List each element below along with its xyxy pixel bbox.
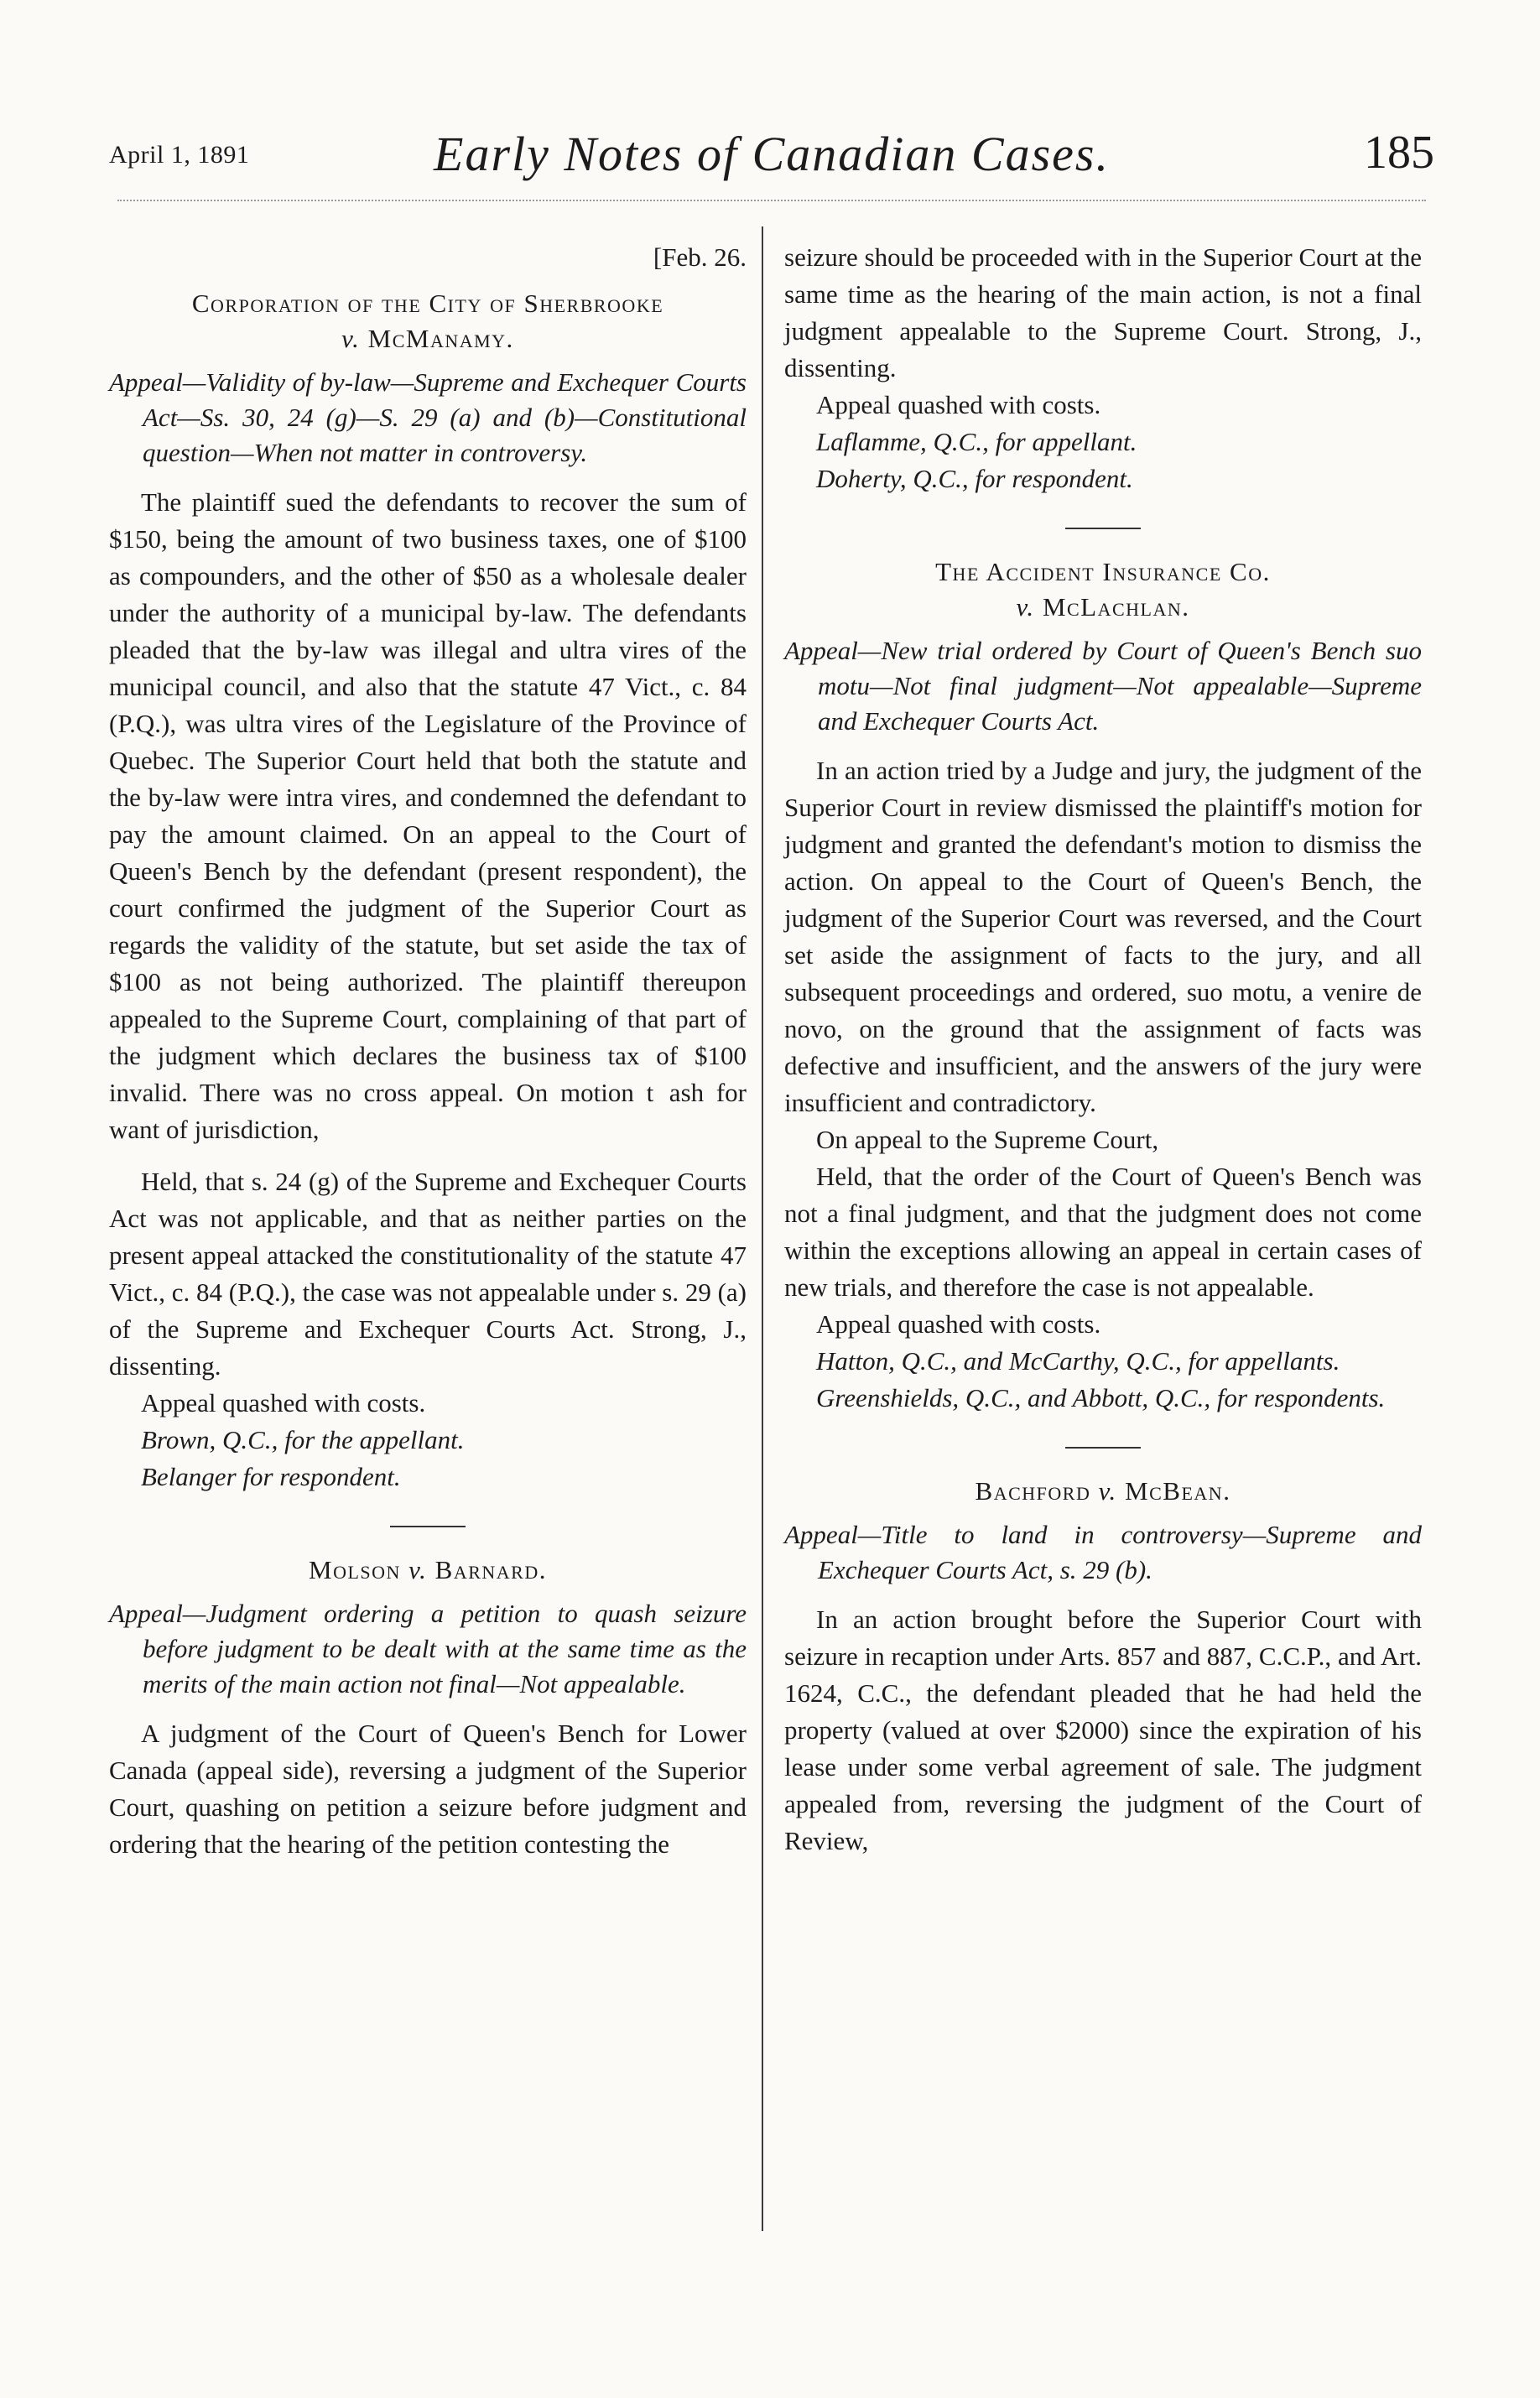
counsel-respondent-molson: Doherty, Q.C., for respondent. — [816, 464, 1133, 493]
headnote-molson: Appeal—Judgment ordering a petition to quash seizure before judgment to be dealt with at the same time as the merits of the main action not final—Not appealable. — [109, 1599, 747, 1698]
case-title-versus: v. — [1098, 1476, 1117, 1506]
counsel-appellant-molson: Laflamme, Q.C., for appellant. — [816, 427, 1137, 456]
case-title-party-b: McBean. — [1125, 1476, 1231, 1506]
counsel-appellant-sherbrooke: Brown, Q.C., for the appellant. — [141, 1425, 465, 1454]
case-title-versus: v. — [341, 324, 361, 353]
running-header — [109, 126, 1434, 193]
case-body-molson-left: A judgment of the Court of Queen's Bench for Lower Canada (appeal side), reversing a judgment of the Superior Court, quashing on petition a seizure before judgment and ordering that the hearing of the petition contesting the — [109, 1719, 747, 1859]
case-title-versus: v. — [1016, 592, 1035, 622]
headnote-sherbrooke: Appeal—Validity of by-law—Supreme and Exchequer Courts Act—Ss. 30, 24 (g)—S. 29 (a) and (b)—Constitutional question—When not matter in controversy. — [109, 367, 747, 467]
result-accident: Appeal quashed with costs. — [816, 1309, 1101, 1339]
case-title-versus: v. — [408, 1555, 428, 1584]
page-number: 185 — [1364, 127, 1434, 179]
case-title-party-a: Molson — [309, 1555, 401, 1584]
left-column — [109, 239, 747, 1863]
case-date: [Feb. 26. — [653, 242, 747, 272]
case-title-bachford — [784, 1474, 1422, 1509]
case-title-molson — [109, 1553, 747, 1588]
section-separator — [1065, 1447, 1141, 1449]
case-title-accident — [784, 554, 1422, 625]
headnote-bachford: Appeal—Title to land in controversy—Supreme and Exchequer Courts Act, s. 29 (b). — [784, 1520, 1422, 1584]
case-title-sherbrooke — [109, 286, 747, 356]
section-separator — [1065, 528, 1141, 529]
headnote-accident: Appeal—New trial ordered by Court of Queen's Bench suo motu—Not final judgment—Not appealable—Supreme and Exchequer Courts Act. — [784, 636, 1422, 736]
header-rule — [117, 200, 1426, 201]
case-body-accident-appeal: On appeal to the Supreme Court, — [816, 1125, 1159, 1154]
case-title-line1: Corporation of the City of Sherbrooke — [191, 289, 664, 318]
result-sherbrooke: Appeal quashed with costs. — [141, 1388, 426, 1417]
case-body-molson-right: seizure should be proceeded with in the Superior Court at the same time as the hearing of the main action, is not a final judgment appealable to the Supreme Court. Strong, J., dissenting. — [784, 242, 1422, 382]
case-body-bachford: In an action brought before the Superior Court with seizure in recaption under Arts. 857 and 887, C.C.P., and Art. 1624, C.C., the defendant pleaded that he had held the property (valued at over $2000) since the expiration of his lease under some verbal agreement of sale. The judgment appealed from, reversing the judgment of the Court of Review, — [784, 1605, 1422, 1855]
held-accident: Held, that the order of the Court of Queen's Bench was not a final judgment, and that the judgment does not come within the exceptions allowing an appeal in certain cases of new trials, and therefore the case is not appealable. — [784, 1162, 1422, 1302]
case-title-party-b: Barnard. — [434, 1555, 547, 1584]
counsel-appellants-accident: Hatton, Q.C., and McCarthy, Q.C., for appellants. — [816, 1346, 1340, 1376]
section-separator — [390, 1526, 466, 1527]
counsel-respondent-sherbrooke: Belanger for respondent. — [141, 1462, 401, 1491]
case-title-line2: McManamy. — [367, 324, 514, 353]
case-title-line2: McLachlan. — [1042, 592, 1190, 622]
case-title-line1: The Accident Insurance Co. — [935, 557, 1271, 586]
case-title-party-a: Bachford — [975, 1476, 1091, 1506]
counsel-respondents-accident: Greenshields, Q.C., and Abbott, Q.C., for respondents. — [816, 1383, 1386, 1412]
journal-title: Early Notes of Canadian Cases. — [434, 127, 1110, 181]
header-date: April 1, 1891 — [109, 141, 250, 169]
column-divider — [762, 226, 763, 2231]
right-column — [784, 239, 1422, 1860]
case-body-sherbrooke: The plaintiff sued the defendants to recover the sum of $150, being the amount of two business taxes, one of $100 as compounders, and the other of $50 as a wholesale dealer under the authority of a municipal by-law. The defendants pleaded that the by-law was illegal and ultra vires of the municipal council, and also that the statute 47 Vict., c. 84 (P.Q.), was ultra vires of the Legislature of the Province of Quebec. The Superior Court held that both the statute and the by-law were intra vires, and condemned the defendant to pay the amount claimed. On an appeal to the Court of Queen's Bench by the defendant (present respondent), the court confirmed the judgment of the Superior Court as regards the validity of the statute, but set aside the tax of $100 as not being authorized. The plaintiff thereupon appealed to the Supreme Court, complaining of that part of the judgment which declares the business tax of $100 invalid. There was no cross appeal. On motion t ash for want of jurisdiction, — [109, 487, 747, 1144]
case-body-accident: In an action tried by a Judge and jury, the judgment of the Superior Court in review dismissed the plaintiff's motion for judgment and granted the defendant's motion to dismiss the action. On appeal to the Court of Queen's Bench, the judgment of the Superior Court was reversed, and the Court set aside the assignment of facts to the jury, and all subsequent proceedings and ordered, suo motu, a venire de novo, on the ground that the assignment of facts was defective and insufficient, and the answers of the jury were insufficient and contradictory. — [784, 756, 1422, 1117]
result-molson: Appeal quashed with costs. — [816, 390, 1101, 419]
held-sherbrooke: Held, that s. 24 (g) of the Supreme and Exchequer Courts Act was not applicable, and that as neither parties on the present appeal attacked the constitutionality of the statute 47 Vict., c. 84 (P.Q.), the case was not appealable under s. 29 (a) of the Supreme and Exchequer Courts Act. Strong, J., dissenting. — [109, 1167, 747, 1381]
